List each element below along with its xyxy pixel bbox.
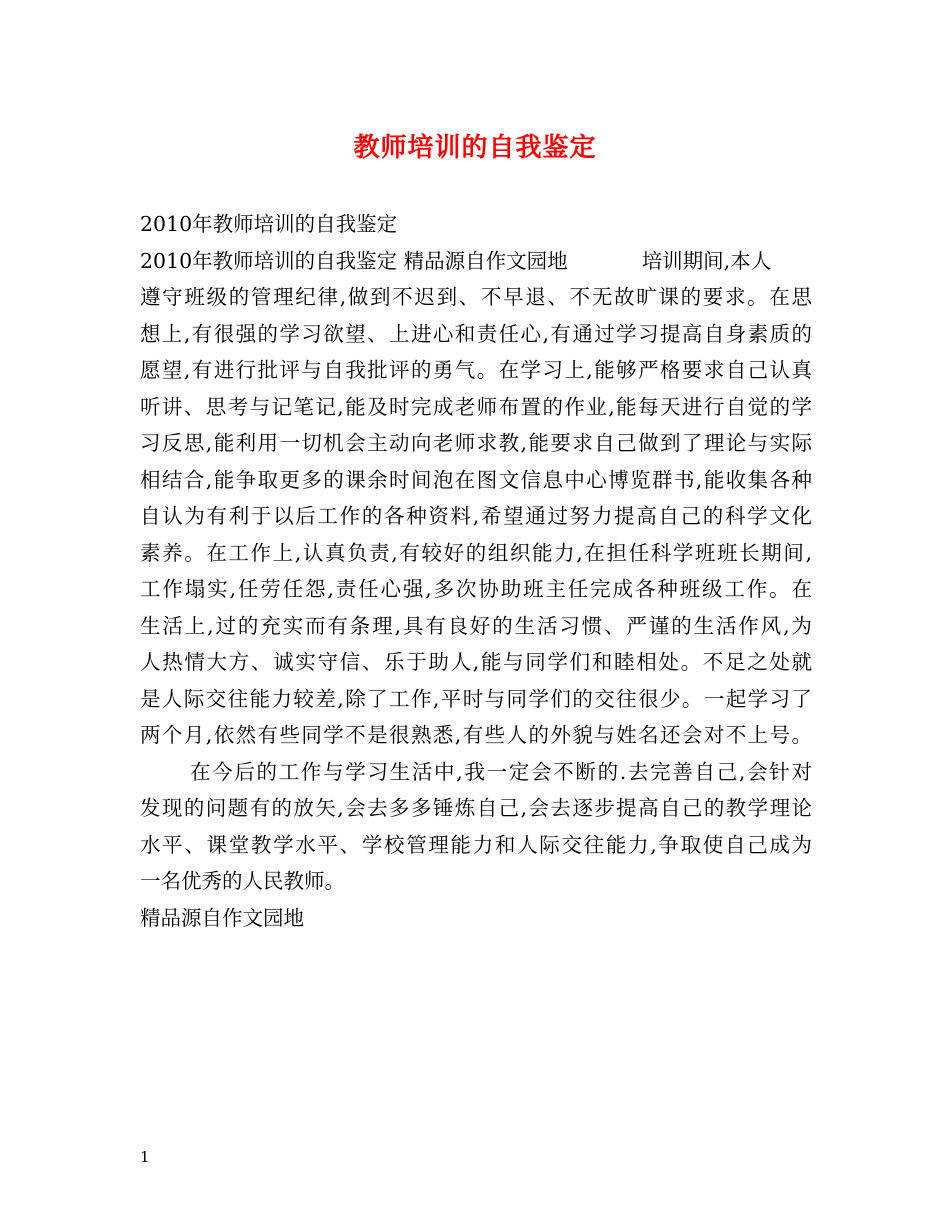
paragraph1-line: 自认为有利于以后工作的各种资料,希望通过努力提高自己的科学文化 (140, 504, 812, 528)
paragraph1-line: 愿望,有进行批评与自我批评的勇气。在学习上,能够严格要求自己认真 (140, 358, 812, 382)
paragraph1-line: 生活上,过的充实而有条理,具有良好的生活习惯、严谨的生活作风,为 (140, 613, 812, 638)
paragraph2-line: 一名优秀的人民教师。 (140, 869, 345, 893)
document-body (140, 206, 812, 936)
paragraph1-line: 遵守班级的管理纪律,做到不迟到、不早退、不无故旷课的要求。在思 (140, 285, 812, 309)
footer-source: 精品源自作文园地 (140, 905, 304, 930)
paragraph2-line: 在今后的工作与学习生活中,我一定会不断的.去完善自己,会针对 (190, 759, 812, 784)
paragraph1-line: 听讲、思考与记笔记,能及时完成老师布置的作业,能每天进行自觉的学 (140, 394, 812, 419)
page-number: 1 (140, 1148, 150, 1166)
paragraph2-line: 发现的问题有的放矢,会去多多锤炼自己,会去逐步提高自己的教学理论 (140, 796, 812, 820)
paragraph2-line: 水平、课堂教学水平、学校管理能力和人际交往能力,争取使自己成为 (140, 832, 812, 857)
paragraph1-line: 素养。在工作上,认真负责,有较好的组织能力,在担任科学班班长期间, (140, 540, 812, 565)
paragraph1-line: 两个月,依然有些同学不是很熟悉,有些人的外貌与姓名还会对不上号。 (140, 723, 812, 747)
paragraph1-line: 人热情大方、诚实守信、乐于助人,能与同学们和睦相处。不足之处就 (140, 650, 812, 674)
paragraph1-line: 工作塌实,任劳任怨,责任心强,多次协助班主任完成各种班级工作。在 (140, 577, 812, 601)
paragraph1-line: 相结合,能争取更多的课余时间泡在图文信息中心博览群书,能收集各种 (140, 467, 812, 492)
intro-right-text: 培训期间,本人 (641, 248, 772, 273)
document-title: 教师培训的自我鉴定 (353, 133, 597, 163)
paragraph1-line: 习反思,能利用一切机会主动向老师求教,能要求自己做到了理论与实际 (140, 431, 812, 455)
paragraph1-line: 是人际交往能力较差,除了工作,平时与同学们的交往很少。一起学习了 (140, 686, 812, 711)
paragraph1-line: 想上,有很强的学习欲望、上进心和责任心,有通过学习提高自身素质的 (140, 321, 812, 346)
intro-left-text: 2010年教师培训的自我鉴定 精品源自作文园地 (140, 248, 568, 273)
intro-line (140, 243, 812, 280)
subtitle-line: 2010年教师培训的自我鉴定 (140, 212, 398, 236)
